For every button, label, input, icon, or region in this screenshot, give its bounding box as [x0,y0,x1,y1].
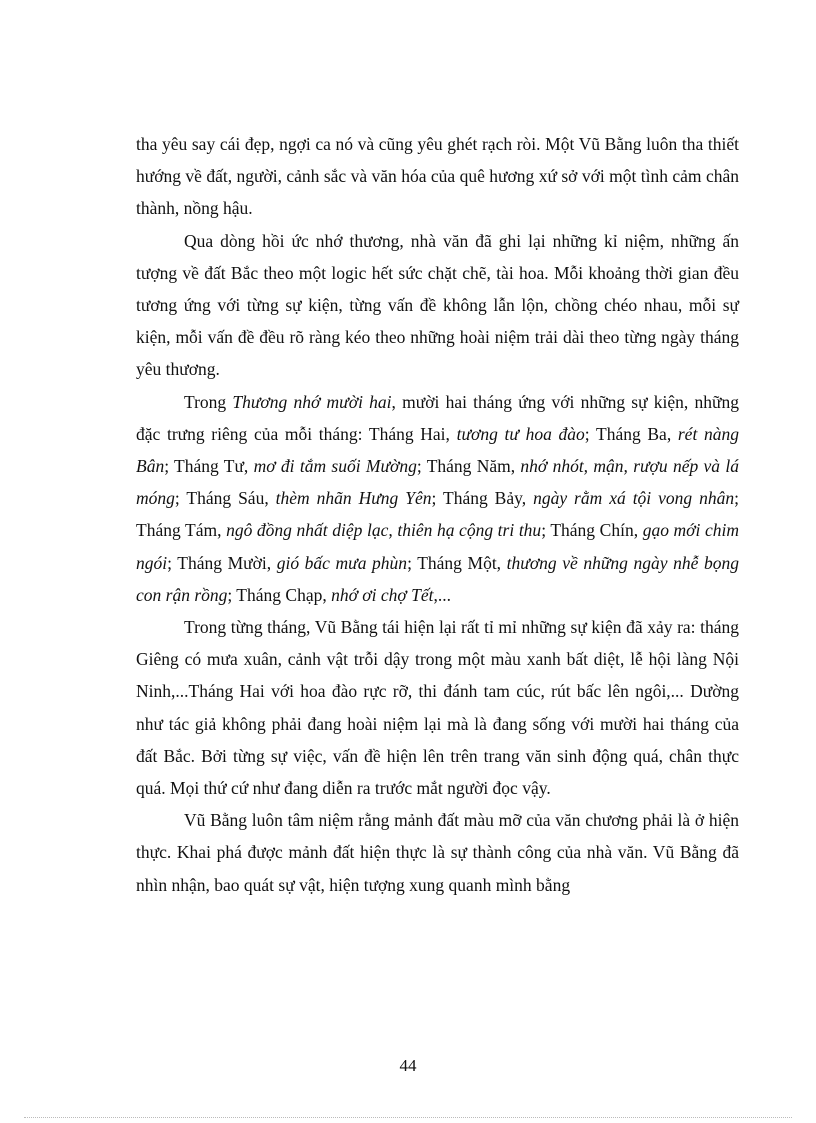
text-run: ; Tháng Chín, [541,520,643,541]
paragraph-3 [136,386,739,611]
italic-title: Thương nhớ mười hai [232,391,392,412]
text-run: ; Tháng Tư, [164,456,254,477]
text-run: Vũ Bằng luôn tâm niệm rằng mảnh đất màu mỡ của văn chương phải là ở hiện thực. Khai phá được mảnh đất hiện thực là sự thành công của nhà văn. Vũ Bằng đã nhìn nhận, bao quát sự vật, hiện tượng xung quanh mình bằng [136,810,739,895]
page-number: 44 [399,1056,417,1075]
text-run: ; Tháng Ba, [584,423,678,444]
text-run: Trong [184,391,233,412]
text-run: ,... [433,584,451,605]
italic-phrase: ngày rằm xá tội vong nhân [533,488,735,509]
text-run: ; Tháng Sáu, [174,488,276,509]
paragraph-4 [136,611,739,804]
text-run: ; Tháng Mười, [167,552,277,573]
italic-phrase: gạo mới chim ngói [136,520,740,573]
page-bottom-border [24,1117,792,1118]
italic-phrase: thèm nhãn Hưng Yên [275,488,432,509]
italic-phrase: nhớ nhót, mận, rượu nếp và lá móng [136,456,739,509]
paragraph-1 [136,128,739,225]
text-run: Qua dòng hồi ức nhớ thương, nhà văn đã ghi lại những kỉ niệm, những ấn tượng về đất Bắc theo một logic hết sức chặt chẽ, tài hoa. Mỗi khoảng thời gian đều tương ứng với từng sự kiện, từng vấn đề không lẫn lộn, chồng chéo nhau, mỗi sự kiện, mỗi vấn đề đều rõ ràng kéo theo những hoài niệm trải dài theo từng ngày tháng yêu thương. [136,230,739,380]
italic-phrase: tương tư hoa đào [456,423,585,444]
italic-phrase: mơ đi tắm suối Mường [253,456,417,477]
italic-phrase: rét nàng Bân [136,423,739,477]
text-run: ; Tháng Bảy, [431,488,534,509]
body-text [136,128,739,901]
paragraph-2 [136,225,739,386]
text-run: ; Tháng Tám, [136,488,739,541]
paragraph-5 [136,804,739,901]
text-run: ; Tháng Năm, [416,456,521,477]
italic-phrase: nhớ ơi chợ Tết [331,584,434,605]
text-run: ; Tháng Một, [407,552,507,573]
text-run: ; Tháng Chạp, [227,584,332,605]
italic-phrase: gió bấc mưa phùn [276,552,408,573]
italic-phrase: thương về những ngày nhễ bọng con rận rồng [136,552,739,605]
text-run: Trong từng tháng, Vũ Bằng tái hiện lại rất tỉ mỉ những sự kiện đã xảy ra: tháng Giêng có mưa xuân, cảnh vật trỗi dậy trong một màu xanh bất diệt, lễ hội làng Nội Ninh,...Tháng Hai với hoa đào rực rỡ, thi đánh tam cúc, rút bấc lên ngôi,... Dường như tác giả không phải đang hoài niệm lại mà là đang sống với mười hai tháng của đất Bắc. Bởi từng sự việc, vấn đề hiện lên trên trang văn sinh động quá, chân thực quá. Mọi thứ cứ như đang diễn ra trước mắt người đọc vậy. [136,617,739,799]
text-run: tha yêu say cái đẹp, ngợi ca nó và cũng yêu ghét rạch ròi. Một Vũ Bằng luôn tha thiết hướng về đất, người, cảnh sắc và văn hóa của quê hương xứ sở với một tình cảm chân thành, nồng hậu. [136,134,739,219]
text-run: , mười hai tháng ứng với những sự kiện, những đặc trưng riêng của mỗi tháng: Tháng Hai, [136,391,740,444]
italic-phrase: ngô đồng nhất diệp lạc, thiên hạ cộng tri thu [226,520,542,541]
